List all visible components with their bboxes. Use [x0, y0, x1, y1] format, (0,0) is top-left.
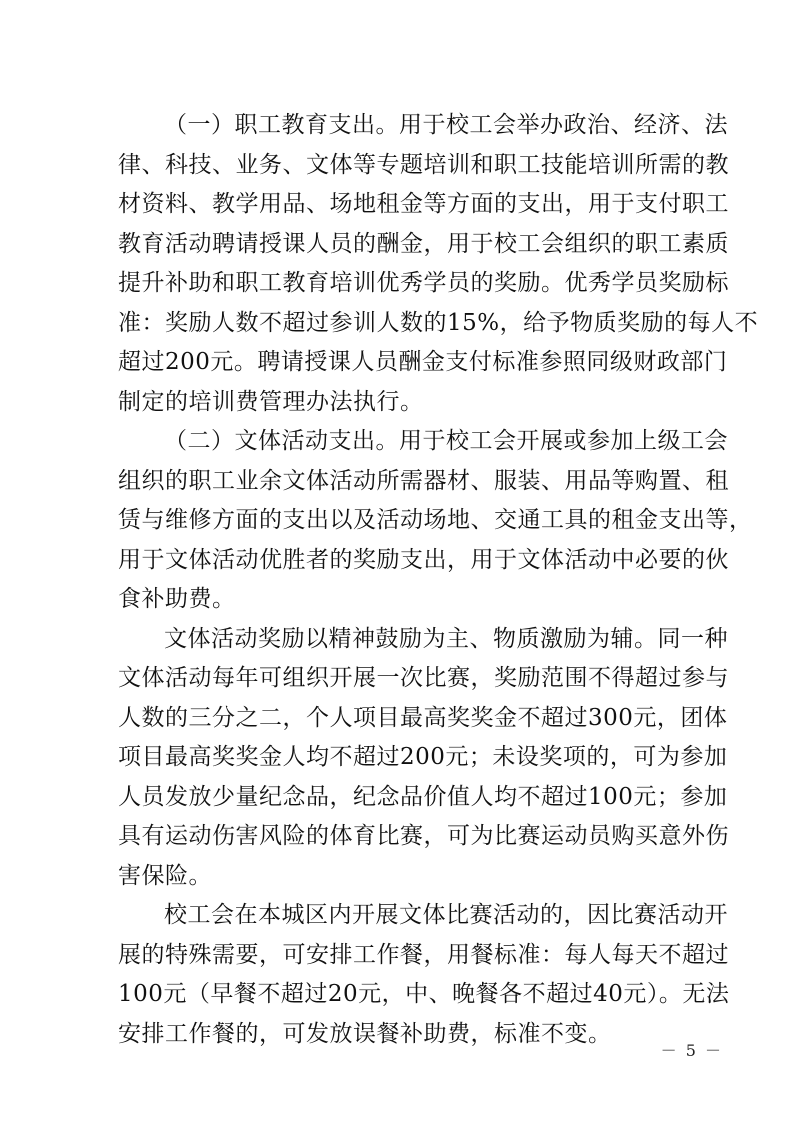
text-line: 100元（早餐不超过20元，中、晚餐各不超过40元）。无法	[118, 981, 730, 1007]
text-line: 用于文体活动优胜者的奖励支出，用于文体活动中必要的伙	[118, 546, 729, 573]
paragraph-meal-standards	[118, 896, 730, 1054]
text-line: 律、科技、业务、文体等专题培训和职工技能培训所需的教	[118, 151, 729, 178]
text-line: 安排工作餐的，可发放误餐补助费，标准不变。	[118, 1020, 612, 1047]
text-line: 具有运动伤害风险的体育比赛，可为比赛运动员购买意外伤	[118, 823, 729, 849]
paragraph-staff-education	[118, 106, 759, 422]
text-line: 教育活动聘请授课人员的酬金，用于校工会组织的职工素质	[118, 230, 729, 257]
text-line: 材资料、教学用品、场地租金等方面的支出，用于支付职工	[118, 191, 729, 217]
document-body	[118, 106, 759, 1054]
text-line: 文体活动每年可组织开展一次比赛，奖励范围不得超过参与	[118, 665, 729, 691]
text-line: 赁与维修方面的支出以及活动场地、交通工具的租金支出等，	[118, 507, 753, 533]
text-line: 人数的三分之二，个人项目最高奖奖金不超过300元，团体	[118, 704, 728, 731]
text-line: 展的特殊需要，可安排工作餐，用餐标准：每人每天不超过	[118, 941, 729, 968]
text-line: 食补助费。	[118, 586, 236, 612]
text-line: （二）文体活动支出。用于校工会开展或参加上级工会	[164, 428, 728, 454]
text-line: 制定的培训费管理办法执行。	[118, 388, 424, 415]
text-line: 校工会在本城区内开展文体比赛活动的，因比赛活动开	[164, 902, 728, 928]
paragraph-activity-rewards	[118, 620, 729, 897]
text-line: 人员发放少量纪念品，纪念品价值人均不超过100元；参加	[118, 783, 728, 810]
text-line: 准：奖励人数不超过参训人数的15%，给予物质奖励的每人不	[118, 309, 759, 336]
text-line: 组织的职工业余文体活动所需器材、服装、用品等购置、租	[118, 467, 729, 494]
paragraph-sports-culture	[118, 422, 753, 620]
text-line: 提升补助和职工教育培训优秀学员的奖励。优秀学员奖励标	[118, 270, 729, 296]
text-line: （一）职工教育支出。用于校工会举办政治、经济、法	[164, 112, 728, 138]
text-line: 文体活动奖励以精神鼓励为主、物质激励为辅。同一种	[164, 625, 728, 652]
text-line: 超过200元。聘请授课人员酬金支付标准参照同级财政部门	[118, 349, 728, 375]
text-line: 项目最高奖奖金人均不超过200元；未设奖项的，可为参加	[118, 744, 728, 770]
page-number: － 5 －	[660, 1041, 723, 1060]
text-line: 害保险。	[118, 862, 212, 889]
